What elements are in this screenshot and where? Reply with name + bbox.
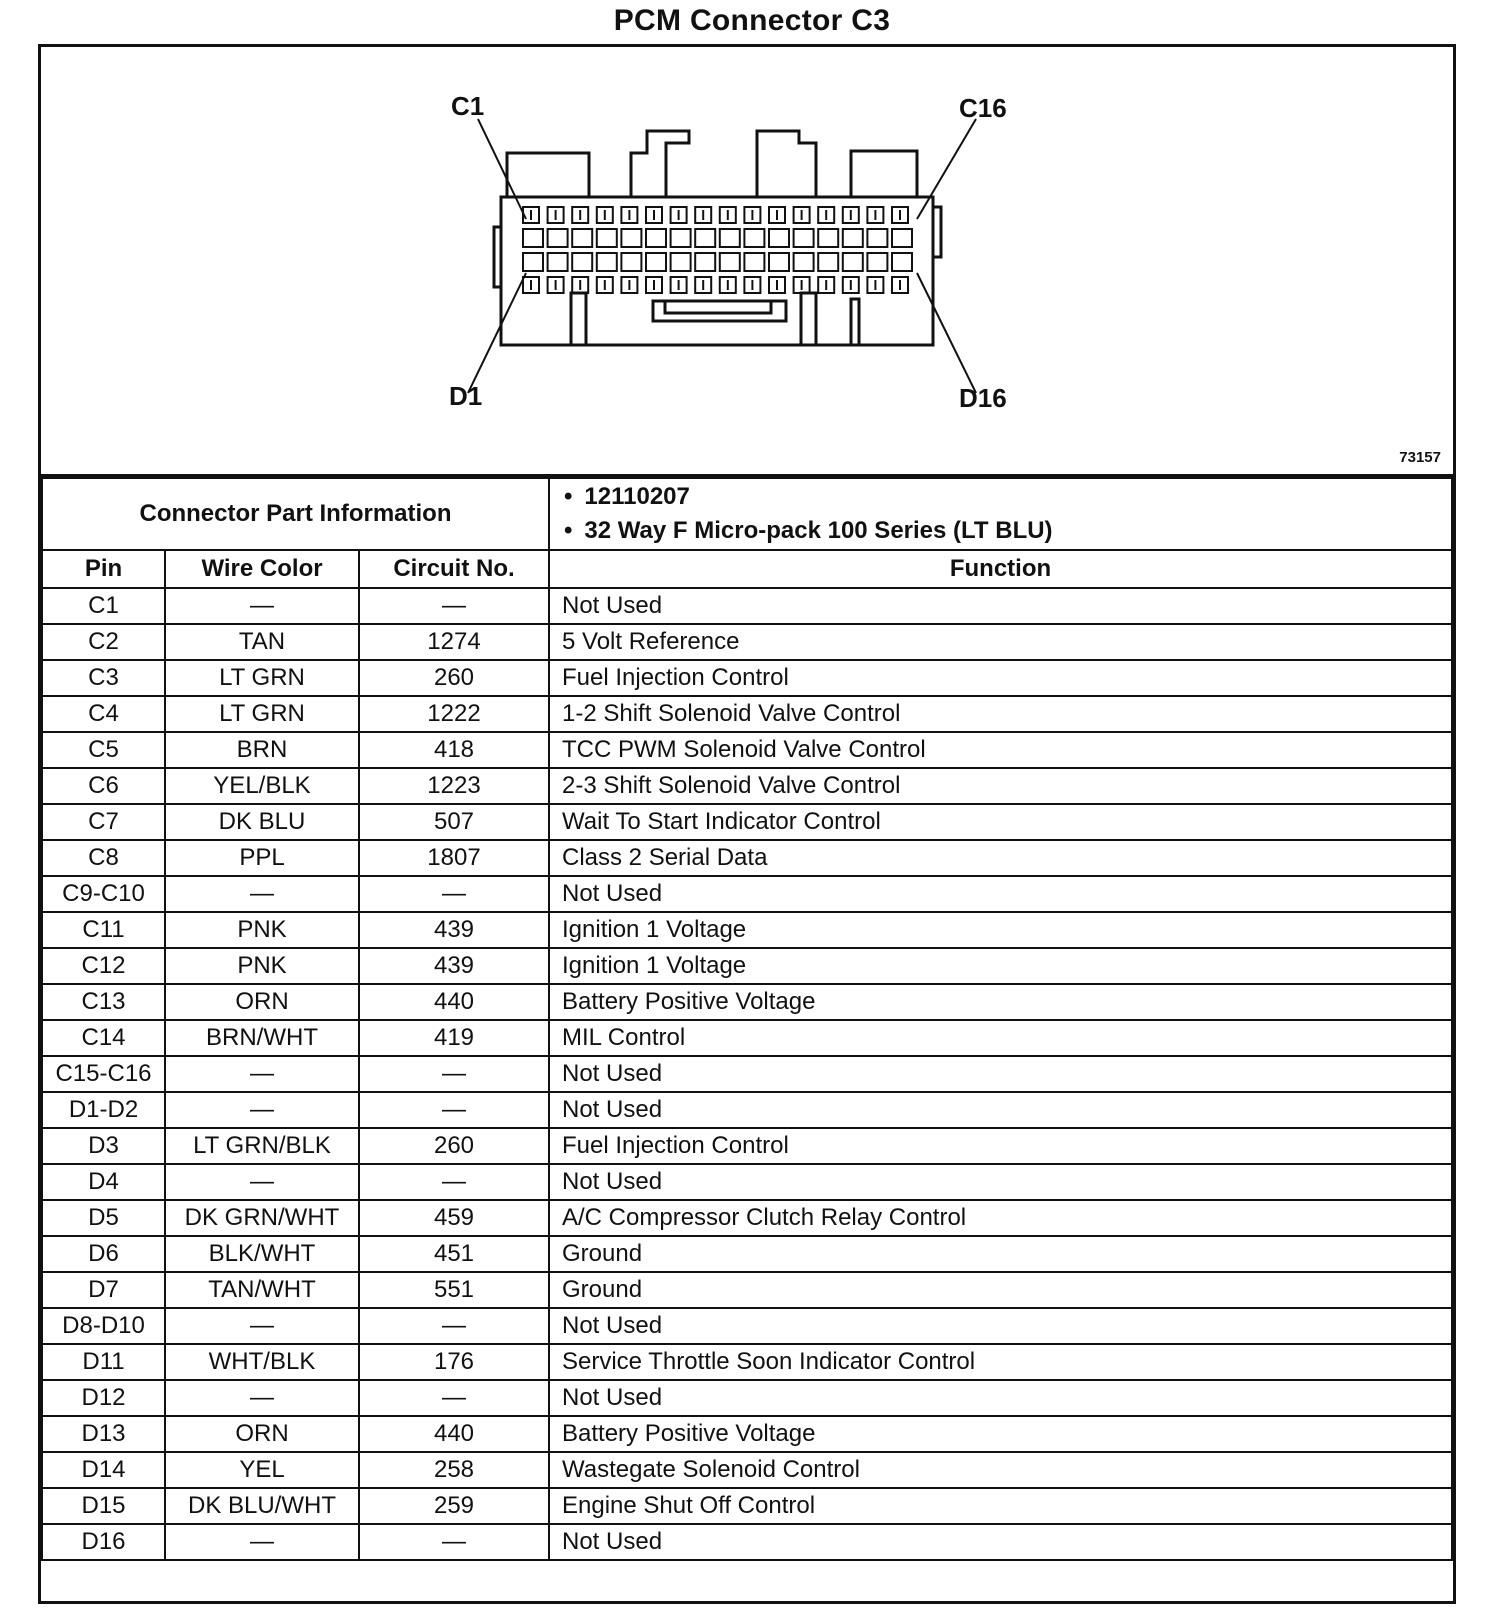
part-description: • 32 Way F Micro-pack 100 Series (LT BLU) (586, 514, 1451, 548)
function-cell: Ground (549, 1236, 1452, 1272)
circuit-cell: — (359, 1164, 549, 1200)
table-row (42, 1164, 1452, 1200)
column-header-pin: Pin (42, 550, 165, 588)
function-cell: Wastegate Solenoid Control (549, 1452, 1452, 1488)
pin-cell: C3 (42, 660, 165, 696)
circuit-cell: — (359, 588, 549, 624)
wire-color-cell: DK GRN/WHT (165, 1200, 359, 1236)
circuit-cell: 440 (359, 984, 549, 1020)
table-row (42, 1056, 1452, 1092)
table-row (42, 1092, 1452, 1128)
table-row (42, 1488, 1452, 1524)
pin-cavity (794, 253, 814, 271)
wire-color-cell: PPL (165, 840, 359, 876)
pin-cell: D7 (42, 1272, 165, 1308)
function-cell: Ignition 1 Voltage (549, 948, 1452, 984)
pin-cell: D12 (42, 1380, 165, 1416)
wire-color-cell: DK BLU/WHT (165, 1488, 359, 1524)
circuit-cell: 1222 (359, 696, 549, 732)
pin-cavity (867, 229, 887, 247)
pin-cavity (867, 253, 887, 271)
pin-cavity (646, 229, 666, 247)
table-row (42, 732, 1452, 768)
pin-cell: D14 (42, 1452, 165, 1488)
column-header-circuit: Circuit No. (359, 550, 549, 588)
pin-cavity (818, 253, 838, 271)
pin-cell: C12 (42, 948, 165, 984)
wire-color-cell: — (165, 1056, 359, 1092)
pin-cavity (843, 229, 863, 247)
function-cell: MIL Control (549, 1020, 1452, 1056)
function-cell: 5 Volt Reference (549, 624, 1452, 660)
pin-cavity (892, 253, 912, 271)
table-row (42, 1524, 1452, 1560)
function-cell: Not Used (549, 876, 1452, 912)
pin-cavity (695, 253, 715, 271)
function-cell: Service Throttle Soon Indicator Control (549, 1344, 1452, 1380)
wire-color-cell: YEL/BLK (165, 768, 359, 804)
circuit-cell: 451 (359, 1236, 549, 1272)
part-info-row (42, 478, 1452, 550)
wire-color-cell: LT GRN (165, 660, 359, 696)
table-row (42, 948, 1452, 984)
pin-cell: D3 (42, 1128, 165, 1164)
pin-cell: C4 (42, 696, 165, 732)
leader-d16 (917, 273, 976, 393)
function-cell: Not Used (549, 1524, 1452, 1560)
wire-color-cell: — (165, 1164, 359, 1200)
function-cell: Fuel Injection Control (549, 1128, 1452, 1164)
function-cell: Not Used (549, 1380, 1452, 1416)
wire-color-cell: — (165, 588, 359, 624)
part-info-label: Connector Part Information (42, 478, 549, 550)
pin-cavity (523, 253, 543, 271)
table-row (42, 984, 1452, 1020)
function-cell: 2-3 Shift Solenoid Valve Control (549, 768, 1452, 804)
function-cell: Fuel Injection Control (549, 660, 1452, 696)
table-row (42, 804, 1452, 840)
leader-d1 (468, 273, 526, 393)
figure-id: 73157 (1399, 449, 1441, 466)
pin-cavity (621, 253, 641, 271)
function-cell: Not Used (549, 1092, 1452, 1128)
table-row (42, 876, 1452, 912)
wire-color-cell: — (165, 1092, 359, 1128)
circuit-cell: 418 (359, 732, 549, 768)
pin-cell: C7 (42, 804, 165, 840)
function-cell: Not Used (549, 588, 1452, 624)
pin-cavity (671, 253, 691, 271)
pin-cavity (769, 253, 789, 271)
wire-color-cell: DK BLU (165, 804, 359, 840)
pin-cavity (695, 229, 715, 247)
pin-cavity (794, 229, 814, 247)
label-d16: D16 (959, 383, 1007, 413)
wire-color-cell: BRN (165, 732, 359, 768)
pin-cell: C6 (42, 768, 165, 804)
table-row (42, 1380, 1452, 1416)
page-title: PCM Connector C3 (613, 4, 891, 37)
table-row (42, 1344, 1452, 1380)
column-header-wire-color: Wire Color (165, 550, 359, 588)
wire-color-cell: ORN (165, 984, 359, 1020)
pin-cell: C5 (42, 732, 165, 768)
pin-cavity (744, 253, 764, 271)
leader-c16 (917, 119, 976, 219)
pin-cavity (818, 229, 838, 247)
header-row (42, 550, 1452, 588)
connector-document (38, 44, 1456, 1604)
circuit-cell: 440 (359, 1416, 549, 1452)
pin-cell: D13 (42, 1416, 165, 1452)
wire-color-cell: TAN/WHT (165, 1272, 359, 1308)
circuit-cell: 260 (359, 660, 549, 696)
pin-cell: D8-D10 (42, 1308, 165, 1344)
circuit-cell: 439 (359, 912, 549, 948)
function-cell: Not Used (549, 1308, 1452, 1344)
function-cell: Not Used (549, 1056, 1452, 1092)
pin-cell: C13 (42, 984, 165, 1020)
table-row (42, 912, 1452, 948)
table-row (42, 588, 1452, 624)
circuit-cell: 551 (359, 1272, 549, 1308)
column-header-function: Function (549, 550, 1452, 588)
pin-cavity (671, 229, 691, 247)
table-row (42, 1200, 1452, 1236)
pin-cell: C2 (42, 624, 165, 660)
function-cell: Battery Positive Voltage (549, 1416, 1452, 1452)
part-number: • 12110207 (586, 480, 1451, 514)
circuit-cell: 439 (359, 948, 549, 984)
circuit-cell: 1274 (359, 624, 549, 660)
circuit-cell: 1807 (359, 840, 549, 876)
pin-cavity (523, 229, 543, 247)
circuit-cell: 258 (359, 1452, 549, 1488)
function-cell: Ignition 1 Voltage (549, 912, 1452, 948)
wire-color-cell: — (165, 1308, 359, 1344)
circuit-cell: — (359, 876, 549, 912)
pin-cell: C1 (42, 588, 165, 624)
pin-cell: D1-D2 (42, 1092, 165, 1128)
function-cell: 1-2 Shift Solenoid Valve Control (549, 696, 1452, 732)
pin-cell: D6 (42, 1236, 165, 1272)
pinout-table (41, 477, 1453, 1561)
wire-color-cell: PNK (165, 948, 359, 984)
pin-cell: D15 (42, 1488, 165, 1524)
label-c1: C1 (451, 91, 485, 121)
pin-cavity (548, 253, 568, 271)
wire-color-cell: BLK/WHT (165, 1236, 359, 1272)
circuit-cell: 419 (359, 1020, 549, 1056)
circuit-cell: — (359, 1308, 549, 1344)
table-row (42, 768, 1452, 804)
wire-color-cell: BRN/WHT (165, 1020, 359, 1056)
circuit-cell: — (359, 1524, 549, 1560)
pin-cell: D4 (42, 1164, 165, 1200)
pin-cavity (769, 229, 789, 247)
function-cell: A/C Compressor Clutch Relay Control (549, 1200, 1452, 1236)
wire-color-cell: — (165, 1524, 359, 1560)
circuit-cell: 507 (359, 804, 549, 840)
table-row (42, 660, 1452, 696)
label-d1: D1 (449, 381, 483, 411)
pin-cavity (621, 229, 641, 247)
circuit-cell: 260 (359, 1128, 549, 1164)
label-c16: C16 (959, 93, 1007, 123)
pin-cavity (720, 229, 740, 247)
circuit-cell: — (359, 1056, 549, 1092)
table-row (42, 1452, 1452, 1488)
wire-color-cell: ORN (165, 1416, 359, 1452)
pin-cavity (843, 253, 863, 271)
pin-cavity (646, 253, 666, 271)
table-row (42, 1020, 1452, 1056)
pin-cavity (744, 229, 764, 247)
table-row (42, 840, 1452, 876)
function-cell: Not Used (549, 1164, 1452, 1200)
table-row (42, 1416, 1452, 1452)
connector-diagram (41, 47, 1453, 477)
circuit-cell: 1223 (359, 768, 549, 804)
circuit-cell: 259 (359, 1488, 549, 1524)
circuit-cell: 176 (359, 1344, 549, 1380)
pin-cell: C9-C10 (42, 876, 165, 912)
pin-cavity (597, 253, 617, 271)
function-cell: Ground (549, 1272, 1452, 1308)
function-cell: Wait To Start Indicator Control (549, 804, 1452, 840)
circuit-cell: 459 (359, 1200, 549, 1236)
pin-cell: C8 (42, 840, 165, 876)
pin-cell: D16 (42, 1524, 165, 1560)
wire-color-cell: — (165, 1380, 359, 1416)
function-cell: Class 2 Serial Data (549, 840, 1452, 876)
wire-color-cell: LT GRN/BLK (165, 1128, 359, 1164)
pin-cell: C15-C16 (42, 1056, 165, 1092)
wire-color-cell: TAN (165, 624, 359, 660)
pin-cell: D11 (42, 1344, 165, 1380)
pin-cell: C11 (42, 912, 165, 948)
function-cell: Engine Shut Off Control (549, 1488, 1452, 1524)
part-info-values (549, 478, 1452, 550)
table-row (42, 1236, 1452, 1272)
table-row (42, 1272, 1452, 1308)
circuit-cell: — (359, 1380, 549, 1416)
pin-cell: D5 (42, 1200, 165, 1236)
connector-face-illustration (41, 47, 1453, 474)
wire-color-cell: YEL (165, 1452, 359, 1488)
table-row (42, 1128, 1452, 1164)
pin-cavity (597, 229, 617, 247)
pin-cell: C14 (42, 1020, 165, 1056)
table-row (42, 696, 1452, 732)
wire-color-cell: PNK (165, 912, 359, 948)
table-row (42, 624, 1452, 660)
pin-cavity (572, 229, 592, 247)
function-cell: Battery Positive Voltage (549, 984, 1452, 1020)
table-row (42, 1308, 1452, 1344)
pin-cavity (548, 229, 568, 247)
wire-color-cell: — (165, 876, 359, 912)
pin-cavity (572, 253, 592, 271)
pin-cavity (720, 253, 740, 271)
pin-cavity (892, 229, 912, 247)
function-cell: TCC PWM Solenoid Valve Control (549, 732, 1452, 768)
circuit-cell: — (359, 1092, 549, 1128)
wire-color-cell: WHT/BLK (165, 1344, 359, 1380)
wire-color-cell: LT GRN (165, 696, 359, 732)
